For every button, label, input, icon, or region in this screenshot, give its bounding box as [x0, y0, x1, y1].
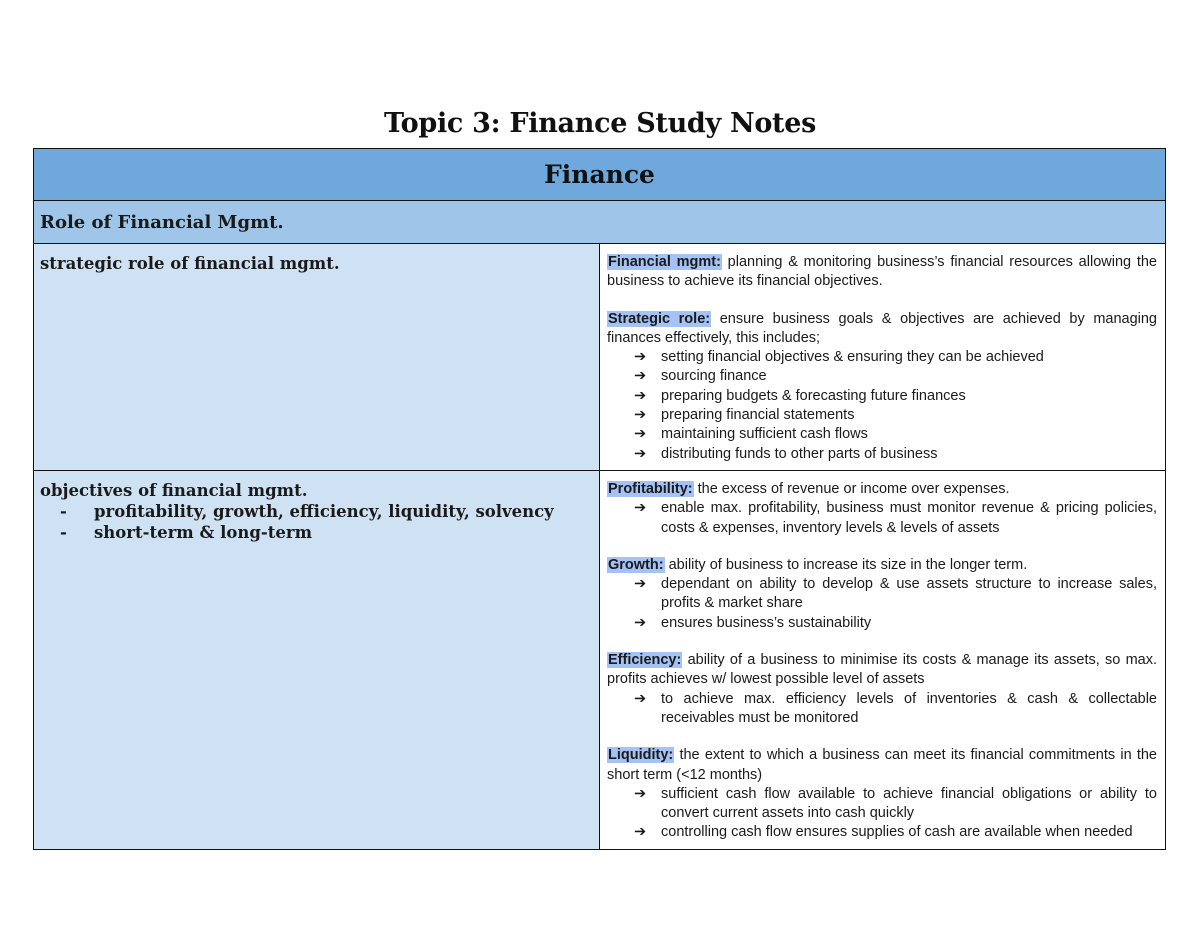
arrow-item: [634, 499, 1157, 538]
arrow-list: [607, 575, 1157, 633]
arrow-icon: ➔: [634, 368, 647, 385]
arrow-icon: ➔: [634, 500, 647, 517]
arrow-icon: ➔: [634, 407, 647, 424]
page-title: Topic 3: Finance Study Notes: [383, 108, 817, 139]
row-notes-cell: [600, 471, 1166, 850]
block-spacer: [607, 538, 1157, 556]
arrow-item-text: distributing funds to other parts of business: [661, 445, 938, 462]
block-spacer: [607, 292, 1157, 310]
arrow-icon: ➔: [634, 576, 647, 593]
topic-bullet: [60, 501, 593, 522]
dash-glyph: -: [60, 502, 67, 521]
row-notes-cell: [600, 244, 1166, 471]
definition-text: ability of a business to minimise its costs & manage its assets, so max. profits achieves w/ lowest possible level of assets: [607, 652, 1157, 688]
arrow-item: [634, 445, 1157, 464]
topic-bullet-text: short-term & long-term: [94, 523, 313, 542]
arrow-icon: ➔: [634, 614, 647, 631]
arrow-icon: ➔: [634, 445, 647, 462]
row-topic-title: strategic role of financial mgmt.: [40, 254, 340, 273]
arrow-icon: ➔: [634, 824, 647, 841]
arrow-item-text: enable max. profitability, business must monitor revenue & pricing policies, costs & expenses, inventory levels & levels of assets: [661, 500, 1157, 536]
row-topic-title: objectives of financial mgmt.: [40, 481, 308, 500]
arrow-item-text: to achieve max. efficiency levels of inventories & cash & collectable receivables must be monitored: [661, 690, 1157, 726]
arrow-item: [634, 785, 1157, 824]
definition-term: Growth:: [608, 556, 664, 573]
arrow-item: [634, 575, 1157, 614]
dash-glyph: -: [60, 523, 67, 542]
definition-text: ensure business goals & objectives are achieved by managing finances effectively, this includes;: [607, 310, 1158, 346]
arrow-item-text: controlling cash flow ensures supplies of cash are available when needed: [661, 824, 1133, 841]
arrow-item: [634, 406, 1157, 425]
definition-paragraph: [607, 480, 1157, 499]
definition-term: Financial mgmt:: [608, 254, 721, 270]
definition-term: Strategic role:: [608, 310, 711, 327]
arrow-list: [607, 690, 1157, 729]
definition-text: the excess of revenue or income over expenses.: [693, 481, 1010, 497]
definition-paragraph: [607, 253, 1157, 292]
definition-text: planning & monitoring business’s financial resources allowing the business to achieve its financial objectives.: [607, 254, 1157, 290]
arrow-item-text: ensures business’s sustainability: [661, 614, 872, 631]
arrow-item: [634, 614, 1157, 633]
definition-paragraph: [607, 310, 1157, 349]
arrow-icon: ➔: [634, 349, 647, 366]
table-header-row: [34, 149, 1166, 201]
arrow-item: [634, 690, 1157, 729]
definition-text: ability of business to increase its size in the longer term.: [664, 556, 1028, 573]
arrow-item: [634, 823, 1157, 842]
table-row: [34, 471, 1166, 850]
arrow-item: [634, 348, 1157, 367]
arrow-item: [634, 367, 1157, 386]
table-row: [34, 244, 1166, 471]
arrow-item-text: dependant on ability to develop & use assets structure to increase sales, profits & market share: [661, 576, 1157, 612]
arrow-item-text: preparing financial statements: [661, 407, 855, 424]
definition-term: Efficiency:: [608, 652, 682, 669]
section-row: [34, 201, 1166, 244]
definition-paragraph: [607, 651, 1157, 690]
arrow-item-text: maintaining sufficient cash flows: [661, 426, 868, 443]
arrow-item-text: sourcing finance: [661, 368, 767, 385]
block-spacer: [607, 633, 1157, 651]
arrow-item: [634, 425, 1157, 444]
table-header: Finance: [34, 149, 1166, 201]
block-spacer: [607, 728, 1157, 746]
arrow-icon: ➔: [634, 690, 647, 707]
definition-paragraph: [607, 746, 1157, 785]
arrow-icon: ➔: [634, 785, 647, 802]
arrow-list: [607, 348, 1157, 464]
arrow-item: [634, 387, 1157, 406]
row-topic-cell: [34, 471, 600, 850]
definition-term: Liquidity:: [608, 747, 674, 764]
arrow-icon: ➔: [634, 387, 647, 404]
row-topic-cell: [34, 244, 600, 471]
definition-paragraph: [607, 556, 1157, 575]
topic-bullet-list: [40, 501, 593, 543]
arrow-item-text: setting financial objectives & ensuring they can be achieved: [661, 349, 1044, 366]
definition-text: the extent to which a business can meet its financial commitments in the short term (<12 months): [607, 747, 1157, 783]
arrow-item-text: preparing budgets & forecasting future finances: [661, 387, 966, 404]
topic-bullet-text: profitability, growth, efficiency, liquidity, solvency: [94, 502, 554, 521]
definition-term: Profitability:: [608, 481, 693, 497]
arrow-list: [607, 499, 1157, 538]
arrow-icon: ➔: [634, 426, 647, 443]
finance-notes-table: [33, 148, 1166, 850]
arrow-item-text: sufficient cash flow available to achieve financial obligations or ability to convert current assets into cash quickly: [661, 785, 1157, 822]
arrow-list: [607, 785, 1157, 843]
topic-bullet: [60, 522, 593, 543]
section-heading: Role of Financial Mgmt.: [34, 201, 1166, 244]
